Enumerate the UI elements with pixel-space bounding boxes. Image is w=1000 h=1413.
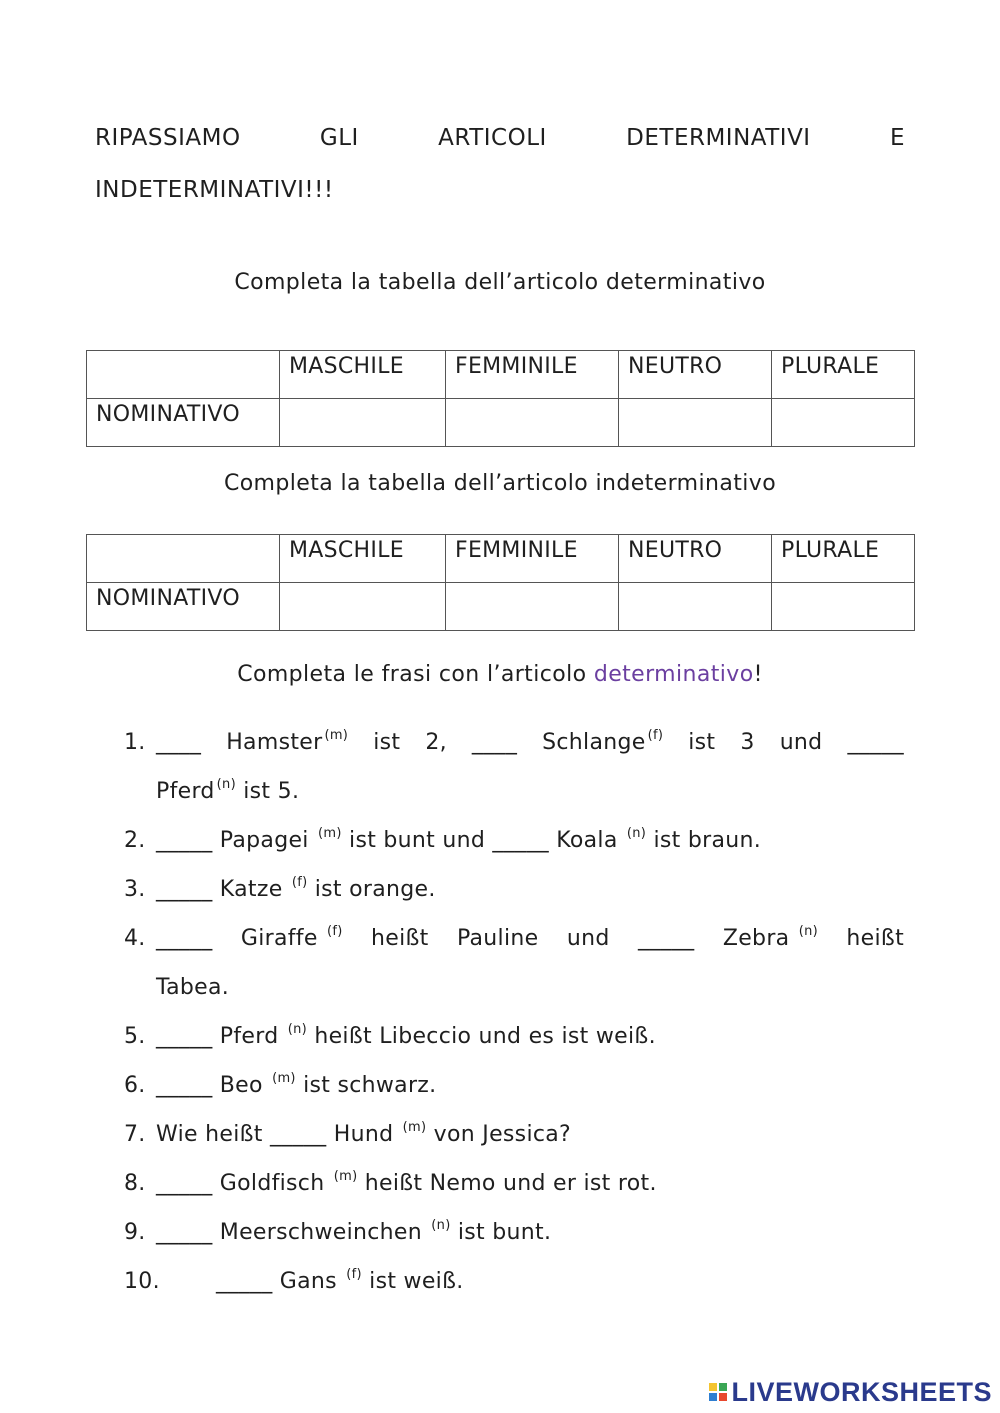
- table-header-row: [87, 535, 915, 583]
- table-row: [87, 583, 915, 631]
- list-item: 7. Wie heißt _____ Hund $^{(m)}$ von Jessica?: [124, 1110, 904, 1159]
- brand-logo-icon: [709, 1383, 727, 1401]
- title-word: DETERMINATIVI: [626, 125, 811, 151]
- list-item: 5. _____ Pferd $^{(n)}$ heißt Libeccio und es ist weiß.: [124, 1012, 904, 1061]
- gender-marker: (f): [326, 924, 343, 939]
- item-number: 3.: [124, 877, 146, 902]
- gender-marker: (m): [272, 1071, 296, 1086]
- title-word: GLI: [319, 125, 359, 151]
- gender-marker: (m): [324, 728, 349, 743]
- answer-cell-plurale[interactable]: [772, 583, 915, 631]
- table-header-plurale: PLURALE: [772, 535, 915, 583]
- list-item: 8. _____ Goldfisch $^{(m)}$ heißt Nemo und er ist rot.: [124, 1159, 904, 1208]
- gender-marker: (m): [318, 826, 342, 841]
- sentence-list: [124, 718, 904, 1306]
- liveworksheets-logo: [709, 1377, 992, 1407]
- list-item: 2. _____ Papagei $^{(m)}$ ist bunt und _____ Koala $^{(n)}$ ist braun.: [124, 816, 904, 865]
- table-header-neutro: NEUTRO: [619, 351, 772, 399]
- gender-marker: (n): [431, 1218, 451, 1233]
- gender-marker: (n): [798, 924, 819, 939]
- title-word: E: [889, 125, 905, 151]
- gender-marker: (m): [402, 1120, 427, 1135]
- list-item: 4. _____ Giraffe $^{(f)}$ heißt Pauline und _____ Zebra $^{(n)}$ heißt Tabea.: [124, 914, 904, 1012]
- definite-article-table: [86, 350, 915, 447]
- table-row-label: NOMINATIVO: [87, 583, 280, 631]
- gender-marker: (n): [287, 1022, 308, 1037]
- gender-marker: (n): [216, 777, 236, 792]
- table-header-maschile: MASCHILE: [280, 535, 446, 583]
- sentences-heading: Completa le frasi con l’articolo determinativo!: [237, 662, 763, 687]
- list-item: 10. _____ Gans $^{(f)}$ ist weiß.: [124, 1257, 904, 1306]
- indefinite-table-heading: Completa la tabella dell’articolo indeterminativo: [223, 471, 777, 496]
- item-number: 4.: [124, 926, 146, 951]
- indefinite-article-table: [86, 534, 915, 631]
- table-row: [87, 399, 915, 447]
- table-header-row: [87, 351, 915, 399]
- answer-cell-maschile[interactable]: [280, 583, 446, 631]
- table-header-neutro: NEUTRO: [619, 535, 772, 583]
- item-number: 5.: [124, 1024, 146, 1049]
- list-item: 1. ____ Hamster $^{(m)}$ ist 2, ____ Schlange $^{(f)}$ ist 3 und _____ Pferd $^{(n)}$ ist 5.: [124, 718, 904, 816]
- item-number: 9.: [124, 1220, 146, 1245]
- blank[interactable]: _____: [156, 926, 213, 951]
- gender-marker: (m): [333, 1169, 358, 1184]
- item-number: 7.: [124, 1122, 146, 1147]
- blank[interactable]: _____: [847, 730, 904, 755]
- table-row-label: NOMINATIVO: [87, 399, 280, 447]
- table-header-femminile: FEMMINILE: [446, 535, 619, 583]
- item-number: 10.: [124, 1269, 160, 1294]
- item-number: 1.: [124, 730, 146, 755]
- blank[interactable]: ____: [156, 730, 202, 755]
- blank[interactable]: _____: [637, 926, 695, 951]
- gender-marker: (f): [647, 728, 664, 743]
- table-header-femminile: FEMMINILE: [446, 351, 619, 399]
- list-item: 3. _____ Katze $^{(f)}$ ist orange.: [124, 865, 904, 914]
- answer-cell-maschile[interactable]: [280, 399, 446, 447]
- table-header-empty: [87, 351, 280, 399]
- gender-marker: (f): [291, 875, 308, 890]
- gender-marker: (n): [626, 826, 647, 841]
- list-item: 9. _____ Meerschweinchen $^{(n)}$ ist bunt.: [124, 1208, 904, 1257]
- worksheet-title: [95, 112, 905, 216]
- gender-marker: (f): [346, 1267, 362, 1282]
- table-header-empty: [87, 535, 280, 583]
- item-number: 8.: [124, 1171, 146, 1196]
- title-word: RIPASSIAMO: [95, 125, 241, 151]
- answer-cell-neutro[interactable]: [619, 583, 772, 631]
- title-word: ARTICOLI: [438, 125, 547, 151]
- item-number: 2.: [124, 828, 146, 853]
- answer-cell-femminile[interactable]: [446, 399, 619, 447]
- table-header-maschile: MASCHILE: [280, 351, 446, 399]
- blank[interactable]: ____: [471, 730, 518, 755]
- heading-accent-word: determinativo: [593, 662, 754, 687]
- list-item: 6. _____ Beo $^{(m)}$ ist schwarz.: [124, 1061, 904, 1110]
- item-number: 6.: [124, 1073, 146, 1098]
- answer-cell-femminile[interactable]: [446, 583, 619, 631]
- answer-cell-neutro[interactable]: [619, 399, 772, 447]
- table-header-plurale: PLURALE: [772, 351, 915, 399]
- brand-name: LIVEWORKSHEETS: [731, 1376, 992, 1407]
- answer-cell-plurale[interactable]: [772, 399, 915, 447]
- title-line-2: INDETERMINATIVI!!!: [95, 177, 334, 203]
- definite-table-heading: Completa la tabella dell’articolo determinativo: [234, 270, 766, 295]
